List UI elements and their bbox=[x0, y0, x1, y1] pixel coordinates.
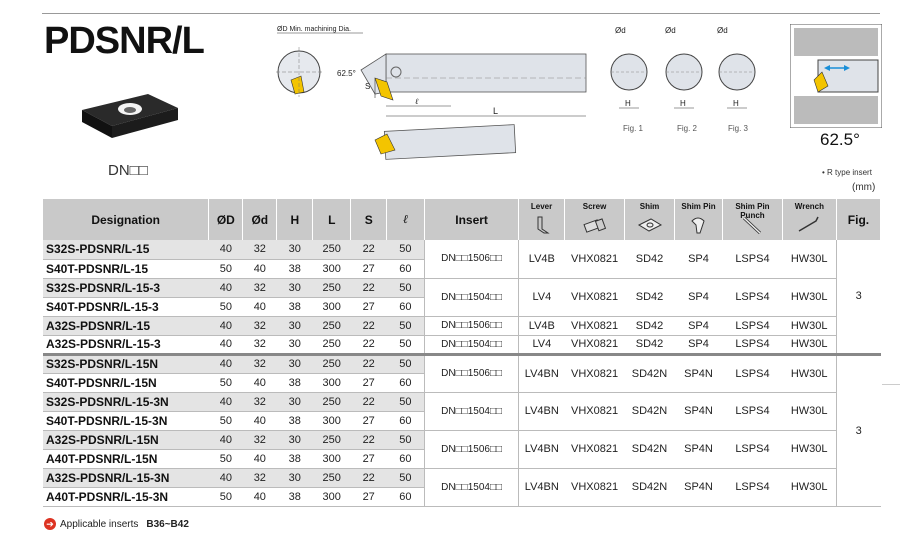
table-header-row bbox=[43, 199, 881, 240]
cell-od: 40 bbox=[243, 487, 277, 506]
cell-punch: LSPS4 bbox=[722, 240, 782, 278]
cell-H: 38 bbox=[277, 411, 313, 430]
cell-S: 27 bbox=[351, 411, 387, 430]
cell-L: 300 bbox=[313, 297, 351, 316]
cell-wrench: HW30L bbox=[782, 392, 836, 430]
header-S: S bbox=[351, 199, 387, 240]
cell-wrench: HW30L bbox=[782, 240, 836, 278]
cell-OD: 50 bbox=[209, 487, 243, 506]
footer-range: B36~B42 bbox=[146, 518, 189, 530]
cell-designation: A32S-PDSNR/L-15-3N bbox=[43, 468, 209, 487]
l-small-label: ℓ bbox=[415, 97, 419, 106]
cell-OD: 40 bbox=[209, 468, 243, 487]
cell-od: 32 bbox=[243, 316, 277, 335]
cell-H: 30 bbox=[277, 240, 313, 259]
cell-L: 250 bbox=[313, 335, 351, 354]
header-shim-pin-punch-label: Shim Pin Punch bbox=[735, 202, 770, 220]
cell-wrench: HW30L bbox=[782, 468, 836, 506]
cell-S: 22 bbox=[351, 392, 387, 411]
cell-OD: 50 bbox=[209, 259, 243, 278]
cell-punch: LSPS4 bbox=[722, 430, 782, 468]
cell-screw: VHX0821 bbox=[565, 354, 625, 392]
figure-drawings bbox=[605, 24, 765, 134]
arrow-right-icon: ➔ bbox=[44, 518, 56, 530]
cell-l: 50 bbox=[387, 335, 425, 354]
header-insert: Insert bbox=[425, 199, 519, 240]
cell-OD: 50 bbox=[209, 411, 243, 430]
cell-punch: LSPS4 bbox=[722, 278, 782, 316]
cell-L: 250 bbox=[313, 392, 351, 411]
cell-S: 27 bbox=[351, 373, 387, 392]
cell-shim-pin: SP4 bbox=[675, 240, 723, 278]
cell-designation: S40T-PDSNR/L-15-3 bbox=[43, 297, 209, 316]
cell-designation: S40T-PDSNR/L-15 bbox=[43, 259, 209, 278]
cell-H: 38 bbox=[277, 449, 313, 468]
side-tick bbox=[882, 384, 900, 385]
cell-H: 30 bbox=[277, 354, 313, 373]
header-screw bbox=[565, 199, 625, 240]
table-row bbox=[43, 240, 881, 259]
shim-icon bbox=[637, 215, 663, 235]
cell-designation: A32S-PDSNR/L-15N bbox=[43, 430, 209, 449]
cell-S: 27 bbox=[351, 449, 387, 468]
cell-l: 50 bbox=[387, 430, 425, 449]
cell-l: 50 bbox=[387, 468, 425, 487]
cell-L: 250 bbox=[313, 278, 351, 297]
fig2-h-label: H bbox=[680, 99, 686, 108]
cell-screw: VHX0821 bbox=[565, 316, 625, 335]
cell-od: 32 bbox=[243, 468, 277, 487]
lever-icon bbox=[532, 215, 552, 235]
cell-od: 40 bbox=[243, 449, 277, 468]
header-shim-pin bbox=[675, 199, 723, 240]
cell-OD: 50 bbox=[209, 449, 243, 468]
cell-H: 38 bbox=[277, 487, 313, 506]
fig1-od-label: Ød bbox=[615, 26, 626, 35]
spec-table bbox=[43, 199, 881, 507]
fig2-drawing bbox=[665, 26, 702, 108]
cell-designation: S32S-PDSNR/L-15-3 bbox=[43, 278, 209, 297]
cell-L: 250 bbox=[313, 468, 351, 487]
cross-section-drawing bbox=[790, 24, 882, 128]
cell-lever: LV4B bbox=[519, 240, 565, 278]
cell-L: 300 bbox=[313, 259, 351, 278]
cell-designation: A32S-PDSNR/L-15-3 bbox=[43, 335, 209, 354]
cell-l: 60 bbox=[387, 373, 425, 392]
cell-insert: DN□□1506□□ bbox=[425, 354, 519, 392]
cell-designation: S40T-PDSNR/L-15-3N bbox=[43, 411, 209, 430]
cell-L: 300 bbox=[313, 487, 351, 506]
cell-S: 22 bbox=[351, 335, 387, 354]
cell-lever: LV4BN bbox=[519, 430, 565, 468]
screw-icon bbox=[582, 215, 608, 235]
cell-insert: DN□□1504□□ bbox=[425, 468, 519, 506]
cell-L: 300 bbox=[313, 411, 351, 430]
cell-L: 250 bbox=[313, 240, 351, 259]
l-big-label: L bbox=[493, 106, 499, 116]
cell-H: 30 bbox=[277, 316, 313, 335]
cell-OD: 40 bbox=[209, 278, 243, 297]
angle-small-label: 62.5° bbox=[337, 69, 356, 78]
header-lever bbox=[519, 199, 565, 240]
fig2-od-label: Ød bbox=[665, 26, 676, 35]
r-type-note: • R type insert bbox=[822, 168, 872, 177]
header-l: ℓ bbox=[387, 199, 425, 240]
table-row bbox=[43, 354, 881, 373]
cell-l: 50 bbox=[387, 240, 425, 259]
cell-OD: 40 bbox=[209, 316, 243, 335]
fig3-label: Fig. 3 bbox=[728, 124, 749, 133]
top-rule bbox=[42, 13, 880, 14]
cell-insert: DN□□1506□□ bbox=[425, 430, 519, 468]
cell-designation: A40T-PDSNR/L-15N bbox=[43, 449, 209, 468]
header-od: Ød bbox=[243, 199, 277, 240]
header-shim-pin-label: Shim Pin bbox=[681, 202, 716, 211]
cell-H: 30 bbox=[277, 278, 313, 297]
cell-L: 300 bbox=[313, 449, 351, 468]
fig1-drawing bbox=[611, 26, 647, 108]
insert-code: DN□□ bbox=[108, 162, 148, 179]
cell-shim-pin: SP4 bbox=[675, 316, 723, 335]
cell-insert: DN□□1504□□ bbox=[425, 278, 519, 316]
cell-OD: 50 bbox=[209, 373, 243, 392]
cell-designation: S32S-PDSNR/L-15-3N bbox=[43, 392, 209, 411]
cell-screw: VHX0821 bbox=[565, 468, 625, 506]
cell-l: 50 bbox=[387, 354, 425, 373]
cell-screw: VHX0821 bbox=[565, 240, 625, 278]
cell-l: 60 bbox=[387, 487, 425, 506]
footer-text: Applicable inserts bbox=[60, 518, 139, 530]
cell-l: 60 bbox=[387, 449, 425, 468]
cell-L: 300 bbox=[313, 373, 351, 392]
cell-H: 30 bbox=[277, 392, 313, 411]
cell-screw: VHX0821 bbox=[565, 278, 625, 316]
cell-H: 38 bbox=[277, 259, 313, 278]
cell-od: 32 bbox=[243, 240, 277, 259]
cell-od: 32 bbox=[243, 430, 277, 449]
cell-OD: 40 bbox=[209, 354, 243, 373]
holder-drawing bbox=[265, 22, 595, 172]
cell-H: 38 bbox=[277, 297, 313, 316]
cell-shim-pin: SP4N bbox=[675, 354, 723, 392]
cell-od: 40 bbox=[243, 259, 277, 278]
cell-lever: LV4 bbox=[519, 335, 565, 354]
cell-wrench: HW30L bbox=[782, 335, 836, 354]
cell-lever: LV4BN bbox=[519, 468, 565, 506]
cell-l: 50 bbox=[387, 392, 425, 411]
cell-L: 250 bbox=[313, 316, 351, 335]
cell-punch: LSPS4 bbox=[722, 468, 782, 506]
cell-L: 250 bbox=[313, 430, 351, 449]
angle-label: 62.5° bbox=[820, 130, 860, 149]
cell-designation: A40T-PDSNR/L-15-3N bbox=[43, 487, 209, 506]
cell-S: 22 bbox=[351, 316, 387, 335]
fig2-label: Fig. 2 bbox=[677, 124, 698, 133]
cell-shim: SD42 bbox=[625, 278, 675, 316]
table-row bbox=[43, 468, 881, 487]
table-row bbox=[43, 335, 881, 354]
cell-lever: LV4BN bbox=[519, 354, 565, 392]
cell-S: 27 bbox=[351, 259, 387, 278]
cell-shim: SD42N bbox=[625, 430, 675, 468]
table-row bbox=[43, 430, 881, 449]
cell-H: 30 bbox=[277, 335, 313, 354]
cell-punch: LSPS4 bbox=[722, 316, 782, 335]
cell-designation: S32S-PDSNR/L-15N bbox=[43, 354, 209, 373]
cell-H: 30 bbox=[277, 468, 313, 487]
cell-L: 250 bbox=[313, 354, 351, 373]
cell-screw: VHX0821 bbox=[565, 335, 625, 354]
cell-S: 27 bbox=[351, 487, 387, 506]
cell-wrench: HW30L bbox=[782, 316, 836, 335]
cell-shim-pin: SP4N bbox=[675, 392, 723, 430]
cell-designation: S32S-PDSNR/L-15 bbox=[43, 240, 209, 259]
cell-OD: 50 bbox=[209, 297, 243, 316]
insert-image bbox=[78, 88, 182, 146]
cell-shim: SD42 bbox=[625, 316, 675, 335]
cell-wrench: HW30L bbox=[782, 278, 836, 316]
footer bbox=[44, 518, 189, 530]
cell-l: 50 bbox=[387, 278, 425, 297]
cell-lever: LV4B bbox=[519, 316, 565, 335]
cell-l: 50 bbox=[387, 316, 425, 335]
cell-wrench: HW30L bbox=[782, 354, 836, 392]
page-title: PDSNR/L bbox=[44, 20, 204, 62]
header-lever-label: Lever bbox=[530, 202, 553, 211]
cell-lever: LV4 bbox=[519, 278, 565, 316]
cell-S: 22 bbox=[351, 240, 387, 259]
table-body bbox=[43, 240, 881, 506]
cell-fig: 3 bbox=[836, 240, 880, 354]
cell-screw: VHX0821 bbox=[565, 430, 625, 468]
cell-punch: LSPS4 bbox=[722, 392, 782, 430]
cell-S: 22 bbox=[351, 430, 387, 449]
cell-shim-pin: SP4N bbox=[675, 430, 723, 468]
cell-shim: SD42 bbox=[625, 240, 675, 278]
cell-punch: LSPS4 bbox=[722, 335, 782, 354]
table-row bbox=[43, 392, 881, 411]
fig3-od-label: Ød bbox=[717, 26, 728, 35]
cell-insert: DN□□1506□□ bbox=[425, 316, 519, 335]
cell-OD: 40 bbox=[209, 240, 243, 259]
cell-shim: SD42N bbox=[625, 354, 675, 392]
header-screw-label: Screw bbox=[582, 202, 607, 211]
table-row bbox=[43, 316, 881, 335]
cell-H: 38 bbox=[277, 373, 313, 392]
cell-shim-pin: SP4 bbox=[675, 278, 723, 316]
min-machining-label: ØD Min. machining Dia. bbox=[277, 26, 351, 33]
wrench-icon bbox=[796, 215, 822, 235]
cell-l: 60 bbox=[387, 297, 425, 316]
cell-od: 32 bbox=[243, 392, 277, 411]
table-row bbox=[43, 278, 881, 297]
cell-lever: LV4BN bbox=[519, 392, 565, 430]
header-shim bbox=[625, 199, 675, 240]
cell-l: 60 bbox=[387, 259, 425, 278]
cell-insert: DN□□1504□□ bbox=[425, 335, 519, 354]
cell-od: 32 bbox=[243, 354, 277, 373]
cell-od: 40 bbox=[243, 373, 277, 392]
cell-H: 30 bbox=[277, 430, 313, 449]
cell-S: 22 bbox=[351, 278, 387, 297]
cell-od: 40 bbox=[243, 411, 277, 430]
cell-designation: A32S-PDSNR/L-15 bbox=[43, 316, 209, 335]
cell-fig: 3 bbox=[836, 354, 880, 506]
fig3-h-label: H bbox=[733, 99, 739, 108]
cell-shim: SD42N bbox=[625, 468, 675, 506]
header-wrench bbox=[782, 199, 836, 240]
cell-punch: LSPS4 bbox=[722, 354, 782, 392]
cell-wrench: HW30L bbox=[782, 430, 836, 468]
shim-pin-icon bbox=[688, 215, 708, 235]
header-L: L bbox=[313, 199, 351, 240]
cell-OD: 40 bbox=[209, 430, 243, 449]
header-shim-label: Shim bbox=[639, 202, 660, 211]
fig1-label: Fig. 1 bbox=[623, 124, 644, 133]
cell-shim: SD42N bbox=[625, 392, 675, 430]
header-OD: ØD bbox=[209, 199, 243, 240]
cell-shim-pin: SP4 bbox=[675, 335, 723, 354]
header-fig: Fig. bbox=[836, 199, 880, 240]
cell-od: 40 bbox=[243, 297, 277, 316]
cell-od: 32 bbox=[243, 335, 277, 354]
cell-insert: DN□□1504□□ bbox=[425, 392, 519, 430]
unit-note: (mm) bbox=[852, 182, 876, 193]
header-shim-pin-punch bbox=[722, 199, 782, 240]
cell-shim-pin: SP4N bbox=[675, 468, 723, 506]
cell-designation: S40T-PDSNR/L-15N bbox=[43, 373, 209, 392]
fig3-drawing bbox=[717, 26, 755, 108]
s-label: S bbox=[365, 82, 371, 91]
cell-OD: 40 bbox=[209, 335, 243, 354]
cell-S: 22 bbox=[351, 354, 387, 373]
header-wrench-label: Wrench bbox=[794, 202, 824, 211]
header-H: H bbox=[277, 199, 313, 240]
cell-S: 22 bbox=[351, 468, 387, 487]
cell-shim: SD42 bbox=[625, 335, 675, 354]
cell-screw: VHX0821 bbox=[565, 392, 625, 430]
fig1-h-label: H bbox=[625, 99, 631, 108]
cell-insert: DN□□1506□□ bbox=[425, 240, 519, 278]
cell-od: 32 bbox=[243, 278, 277, 297]
cell-S: 27 bbox=[351, 297, 387, 316]
cell-OD: 40 bbox=[209, 392, 243, 411]
header-designation: Designation bbox=[43, 199, 209, 240]
cell-l: 60 bbox=[387, 411, 425, 430]
